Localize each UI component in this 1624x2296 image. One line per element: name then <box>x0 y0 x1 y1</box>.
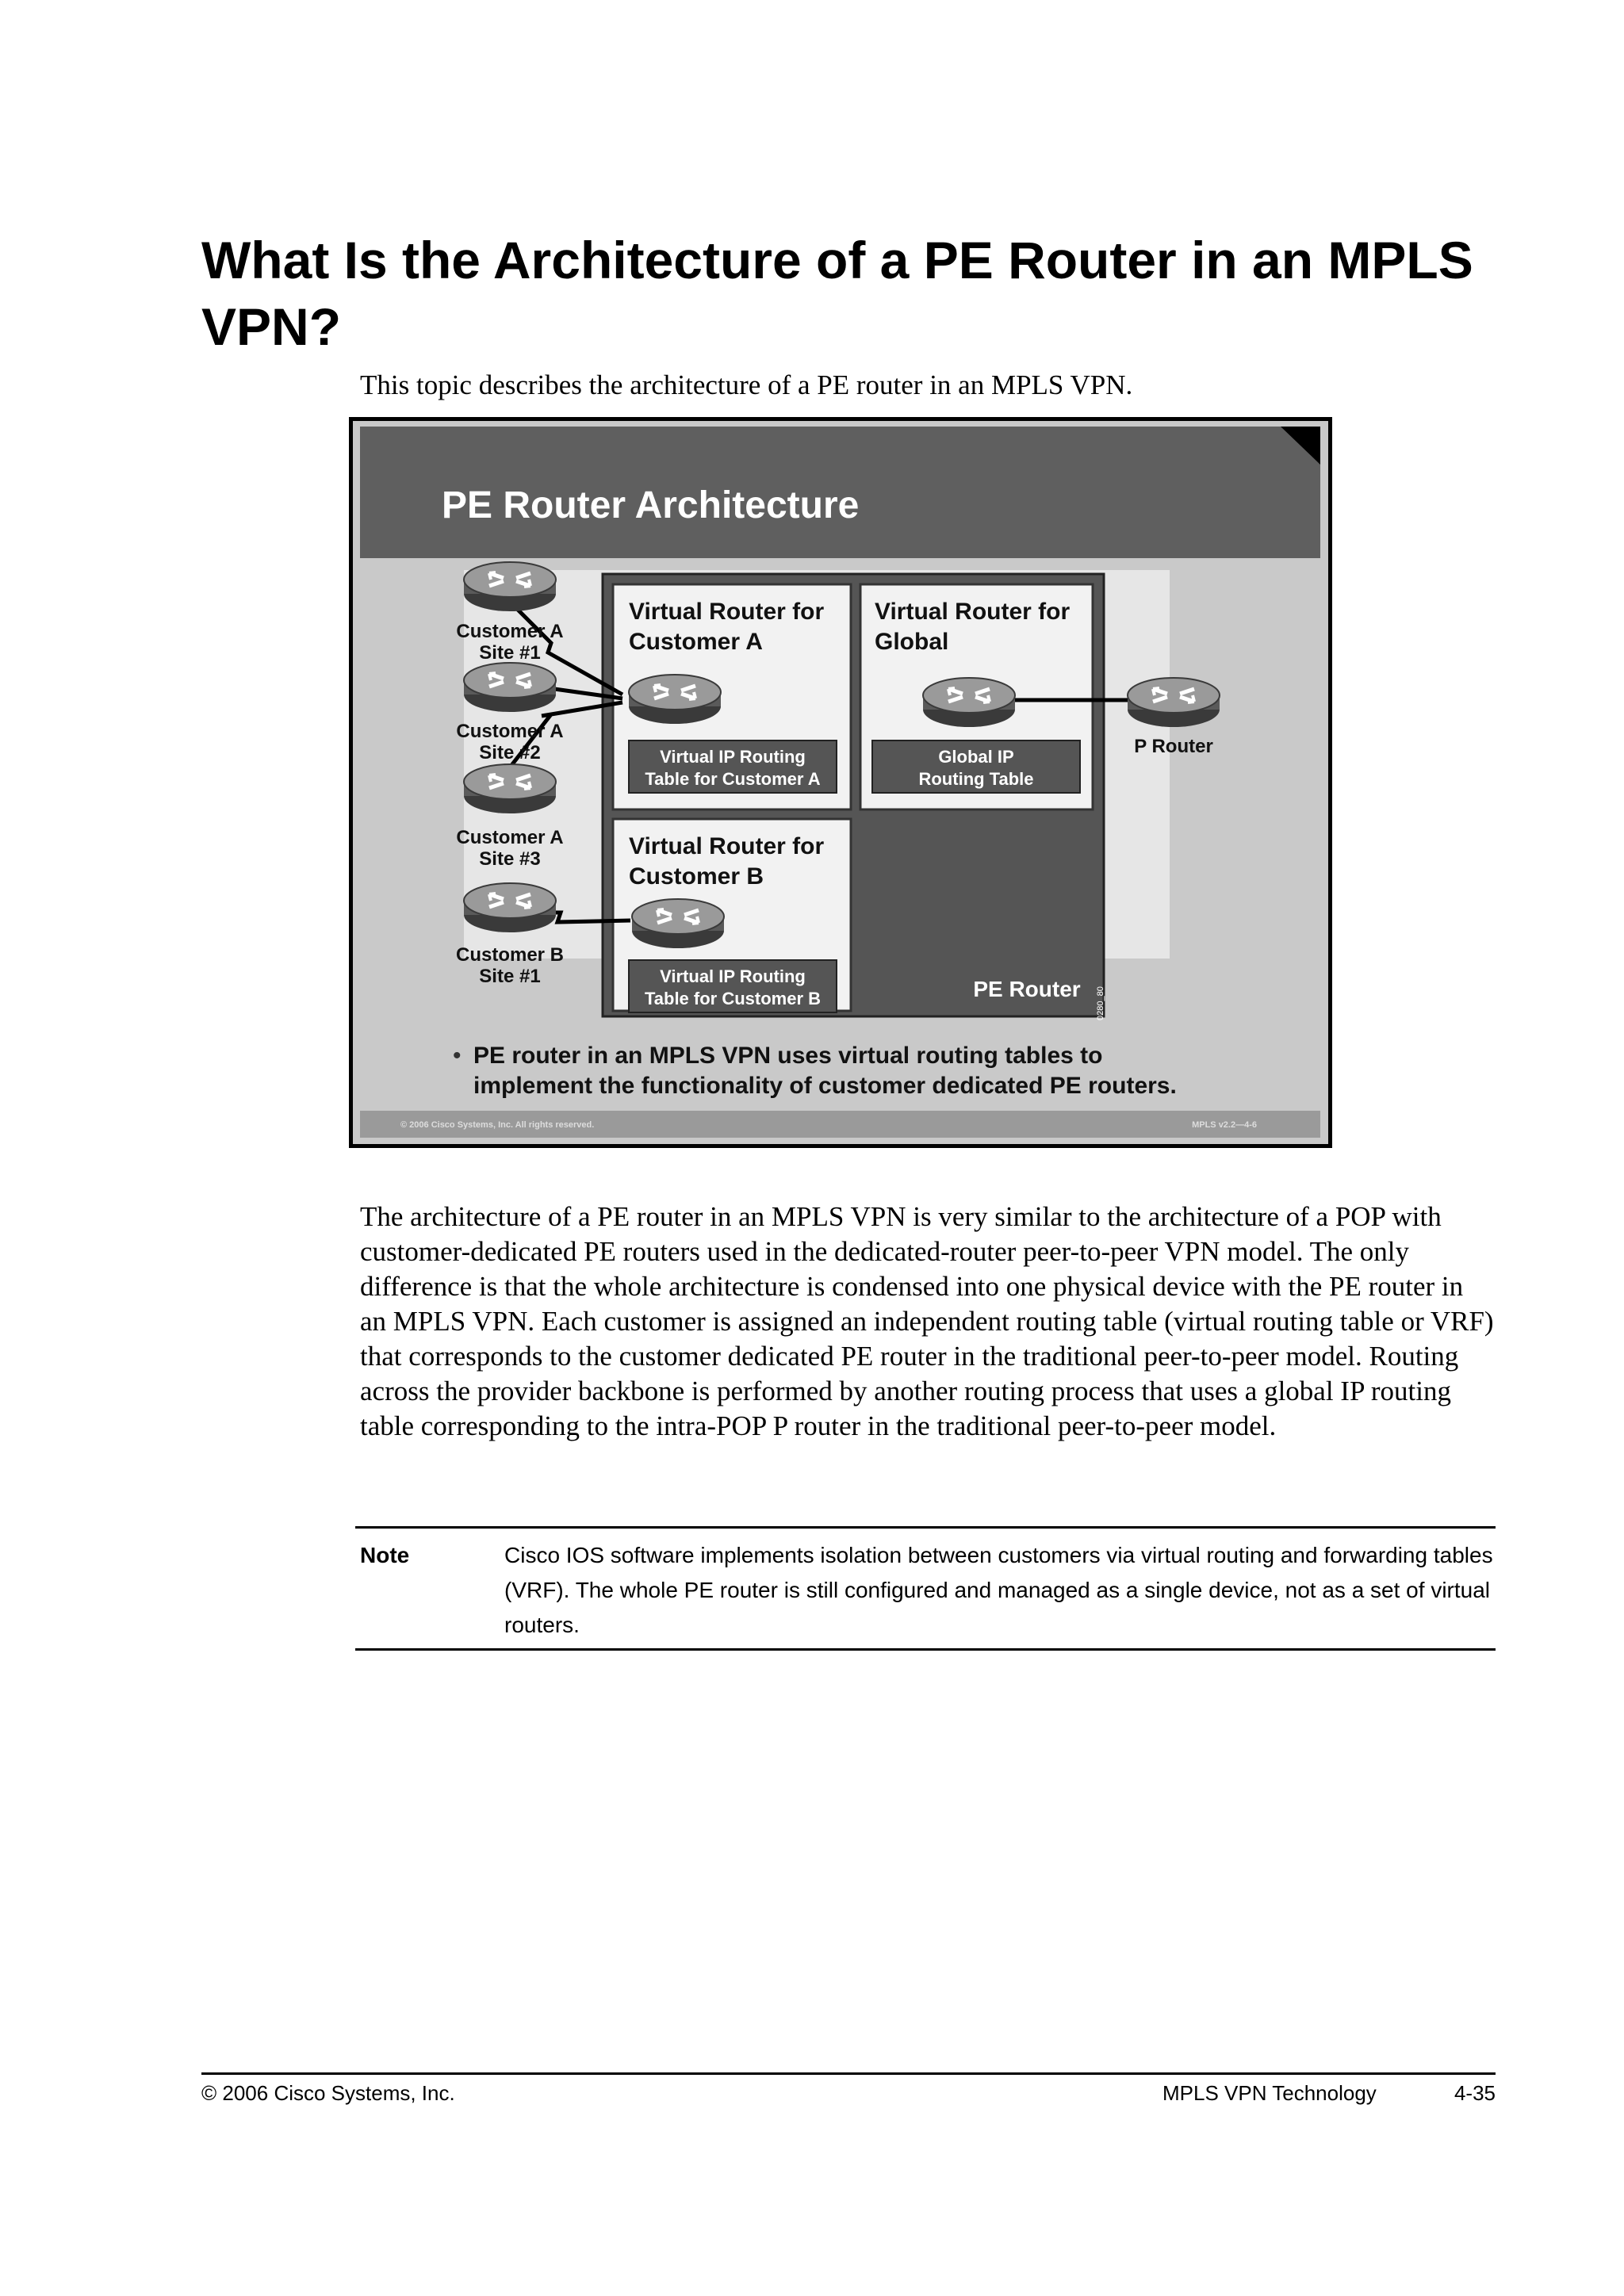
global-table-line1: Global IP <box>938 747 1014 767</box>
router-icon-vrf-b <box>632 899 724 948</box>
slide-version: MPLS v2.2—4-6 <box>1192 1120 1257 1130</box>
figure-id: 0280_80 <box>1096 986 1105 1020</box>
vrf-a-title-2: Customer A <box>629 629 763 655</box>
footer-title: MPLS VPN Technology <box>1162 2081 1377 2105</box>
global-table-line2: Routing Table <box>918 769 1034 789</box>
page-title: What Is the Architecture of a PE Router in an MPLS VPN? <box>201 231 1473 356</box>
vrf-a-table-line2: Table for Customer A <box>645 769 821 789</box>
slide-figure <box>349 417 1332 1148</box>
router-icon-global <box>923 678 1015 727</box>
slide-title: PE Router Architecture <box>442 484 860 526</box>
global-title-2: Global <box>875 629 949 655</box>
vrf-b-table-line2: Table for Customer B <box>644 989 822 1008</box>
bullet-line-1: PE router in an MPLS VPN uses virtual routing tables to <box>473 1043 1103 1069</box>
vrf-a-table-line1: Virtual IP Routing <box>660 747 806 767</box>
router-icon-p-router <box>1128 678 1220 727</box>
router-icon-site-a1 <box>464 562 556 611</box>
vrf-a-title-1: Virtual Router for <box>629 599 825 625</box>
router-icon-vrf-a <box>629 675 721 724</box>
site-a1-label-1: Customer A <box>456 621 564 642</box>
page-number: 4-35 <box>1454 2081 1496 2105</box>
router-icon-site-b1 <box>464 883 556 932</box>
site-b1-label-1: Customer B <box>455 944 565 966</box>
pe-router-label: PE Router <box>973 977 1081 1001</box>
note-bottom-rule <box>355 1648 1496 1651</box>
vrf-b-title-1: Virtual Router for <box>629 833 825 859</box>
p-router-label: P Router <box>1134 736 1213 757</box>
note-label: Note <box>360 1543 410 1567</box>
footer-copyright: © 2006 Cisco Systems, Inc. <box>201 2081 455 2105</box>
site-a2-label-1: Customer A <box>456 721 564 742</box>
site-a3-label-1: Customer A <box>456 827 564 848</box>
note-top-rule <box>355 1526 1496 1529</box>
bullet-marker: • <box>453 1043 462 1069</box>
pe-router-architecture-diagram <box>353 421 1328 1144</box>
site-b1-label-2: Site #1 <box>479 966 541 987</box>
router-icon-site-a3 <box>464 764 556 813</box>
body-paragraph: The architecture of a PE router in an MPLS VPN is very similar to the architecture of a POP with customer-dedicated PE routers used in the dedicated-router peer-to-peer VPN model. The only difference is that the whole architecture is condensed into one physical device with the PE router in an MPLS VPN. Each customer is assigned an independent routing table (virtual routing table or VRF) that corresponds to the customer dedicated PE router in the traditional peer-to-peer model. Routing across the provider backbone is performed by another routing process that uses a global IP routing table corresponding to the intra-POP P router in the traditional peer-to-peer model. <box>360 1201 1494 1441</box>
site-a2-label-2: Site #2 <box>479 742 541 763</box>
footer-rule <box>201 2072 1496 2075</box>
intro-text: This topic describes the architecture of a PE router in an MPLS VPN. <box>360 369 1133 400</box>
bullet-line-2: implement the functionality of customer dedicated PE routers. <box>473 1073 1177 1099</box>
site-a1-label-2: Site #1 <box>479 642 541 664</box>
slide-copyright: © 2006 Cisco Systems, Inc. All rights reserved. <box>400 1120 595 1130</box>
vrf-b-title-2: Customer B <box>629 863 764 890</box>
vrf-b-table-line1: Virtual IP Routing <box>660 966 806 986</box>
global-title-1: Virtual Router for <box>875 599 1071 625</box>
site-a3-label-2: Site #3 <box>479 848 541 870</box>
router-icon-site-a2 <box>464 663 556 712</box>
note-text: Cisco IOS software implements isolation between customers via virtual routing and forwarding tables (VRF). The whole PE router is still configured and managed as a single device, not as a set of virtual routers. <box>504 1543 1493 1637</box>
